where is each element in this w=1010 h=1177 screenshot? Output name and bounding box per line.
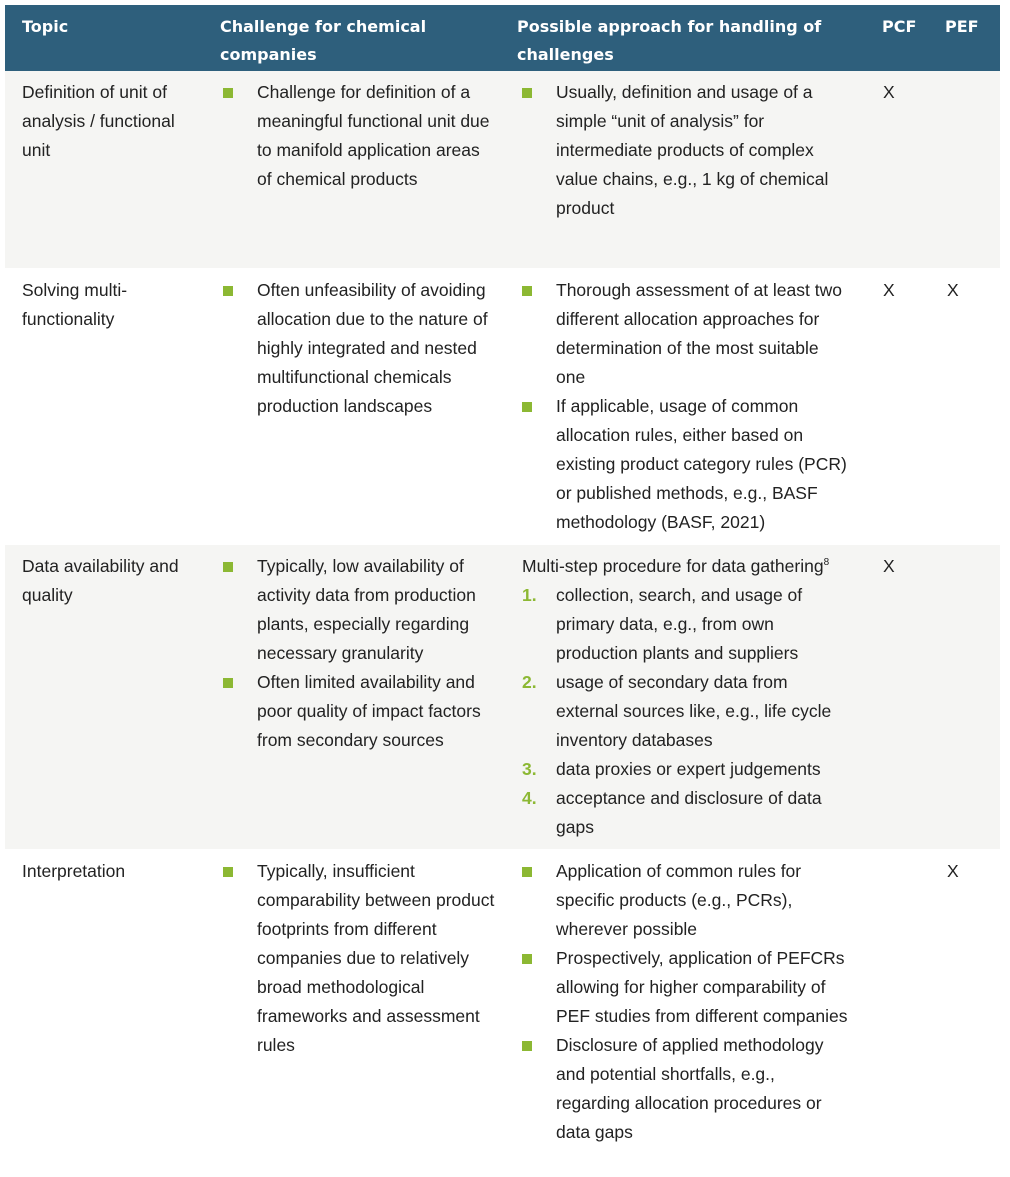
footnote-ref: 8: [823, 556, 830, 568]
pef-mark: X: [947, 860, 959, 881]
challenge-text: Typically, low availability of activity data from production plants, especially regarding necessary granularity: [257, 555, 476, 663]
header-pcf: PCF: [860, 5, 930, 71]
pcf-cell: [860, 71, 930, 268]
approach-item: [522, 944, 850, 1031]
challenge-item: [223, 276, 495, 421]
pcf-mark: X: [883, 279, 895, 300]
approach-item: [522, 857, 850, 944]
approach-step: [522, 668, 850, 755]
challenge-cell: [205, 268, 505, 544]
step-text: acceptance and disclosure of data gaps: [556, 787, 822, 837]
pcf-cell: [860, 544, 930, 849]
pcf-mark: X: [883, 82, 895, 102]
comparison-table: [5, 5, 1000, 1154]
approach-item: [522, 1031, 850, 1147]
table-row: [5, 71, 1000, 268]
approach-step: [522, 784, 850, 842]
topic-cell: Interpretation: [5, 849, 205, 1154]
bullet-square-icon: [522, 402, 532, 412]
pef-mark: X: [947, 279, 959, 300]
step-text: usage of secondary data from external sources like, e.g., life cycle inventory databases: [556, 671, 832, 750]
approach-text: Thorough assessment of at least two different allocation approaches for determination of the most suitable one: [556, 279, 842, 387]
step-number: 3.: [522, 758, 537, 779]
step-number: 4.: [522, 787, 537, 808]
challenge-text: Challenge for definition of a meaningful functional unit due to manifold application areas of chemical products: [257, 82, 490, 189]
approach-cell: [505, 544, 860, 849]
approach-cell: [505, 71, 860, 268]
approach-text: Disclosure of applied methodology and potential shortfalls, e.g., regarding allocation procedures or data gaps: [556, 1034, 824, 1142]
bullet-square-icon: [522, 1041, 532, 1051]
challenge-item: [223, 552, 495, 668]
header-topic: Topic: [5, 5, 205, 71]
challenge-text: Often unfeasibility of avoiding allocation due to the nature of highly integrated and nested multifunctional chemicals production landscapes: [257, 279, 488, 416]
header-challenge: Challenge for chemical companies: [205, 5, 505, 71]
header-row: [5, 5, 1000, 71]
pef-cell: [930, 71, 1000, 268]
bullet-square-icon: [223, 678, 233, 688]
pef-cell: [930, 268, 1000, 544]
pcf-cell: [860, 849, 930, 1154]
header-approach: Possible approach for handling of challenges: [505, 5, 860, 71]
topic-cell: Solving multi-functionality: [5, 268, 205, 544]
bullet-square-icon: [223, 88, 233, 98]
challenge-item: [223, 857, 495, 1060]
header-pef: PEF: [930, 5, 1000, 71]
approach-item: [522, 78, 850, 223]
pcf-mark: X: [883, 555, 895, 576]
approach-text: Application of common rules for specific products (e.g., PCRs), wherever possible: [556, 860, 802, 939]
challenge-item: [223, 668, 495, 755]
topic-cell: Definition of unit of analysis / functional unit: [5, 71, 205, 268]
pef-cell: [930, 544, 1000, 849]
approach-item: [522, 392, 850, 537]
step-number: 1.: [522, 584, 537, 605]
approach-intro-text: Multi-step procedure for data gathering: [522, 555, 824, 576]
step-text: data proxies or expert judgements: [556, 758, 821, 779]
challenge-cell: [205, 849, 505, 1154]
table-row: [5, 849, 1000, 1154]
approach-cell: [505, 268, 860, 544]
table-row: [5, 268, 1000, 544]
table-row: [5, 544, 1000, 849]
challenge-item: [223, 78, 495, 194]
bullet-square-icon: [223, 562, 233, 572]
pcf-cell: [860, 268, 930, 544]
approach-step: [522, 581, 850, 668]
approach-step: [522, 755, 850, 784]
bullet-square-icon: [522, 286, 532, 296]
bullet-square-icon: [522, 954, 532, 964]
challenge-text: Often limited availability and poor quality of impact factors from secondary sources: [257, 671, 481, 750]
approach-text: If applicable, usage of common allocation rules, either based on existing product category rules (PCR) or published methods, e.g., BASF methodology (BASF, 2021): [556, 395, 847, 532]
pef-cell: [930, 849, 1000, 1154]
bullet-square-icon: [223, 286, 233, 296]
bullet-square-icon: [522, 88, 532, 98]
bullet-square-icon: [223, 867, 233, 877]
challenge-cell: [205, 544, 505, 849]
step-text: collection, search, and usage of primary data, e.g., from own production plants and suppliers: [556, 584, 803, 663]
approach-intro: [522, 552, 850, 581]
approach-text: Usually, definition and usage of a simple “unit of analysis” for intermediate products of complex value chains, e.g., 1 kg of chemical product: [556, 82, 829, 218]
challenge-cell: [205, 71, 505, 268]
approach-text: Prospectively, application of PEFCRs allowing for higher comparability of PEF studies from different companies: [556, 947, 848, 1026]
approach-cell: [505, 849, 860, 1154]
topic-cell: Data availability and quality: [5, 544, 205, 849]
bullet-square-icon: [522, 867, 532, 877]
approach-item: [522, 276, 850, 392]
step-number: 2.: [522, 671, 537, 692]
challenge-text: Typically, insufficient comparability between product footprints from different companies due to relatively broad methodological frameworks and assessment rules: [257, 860, 495, 1055]
